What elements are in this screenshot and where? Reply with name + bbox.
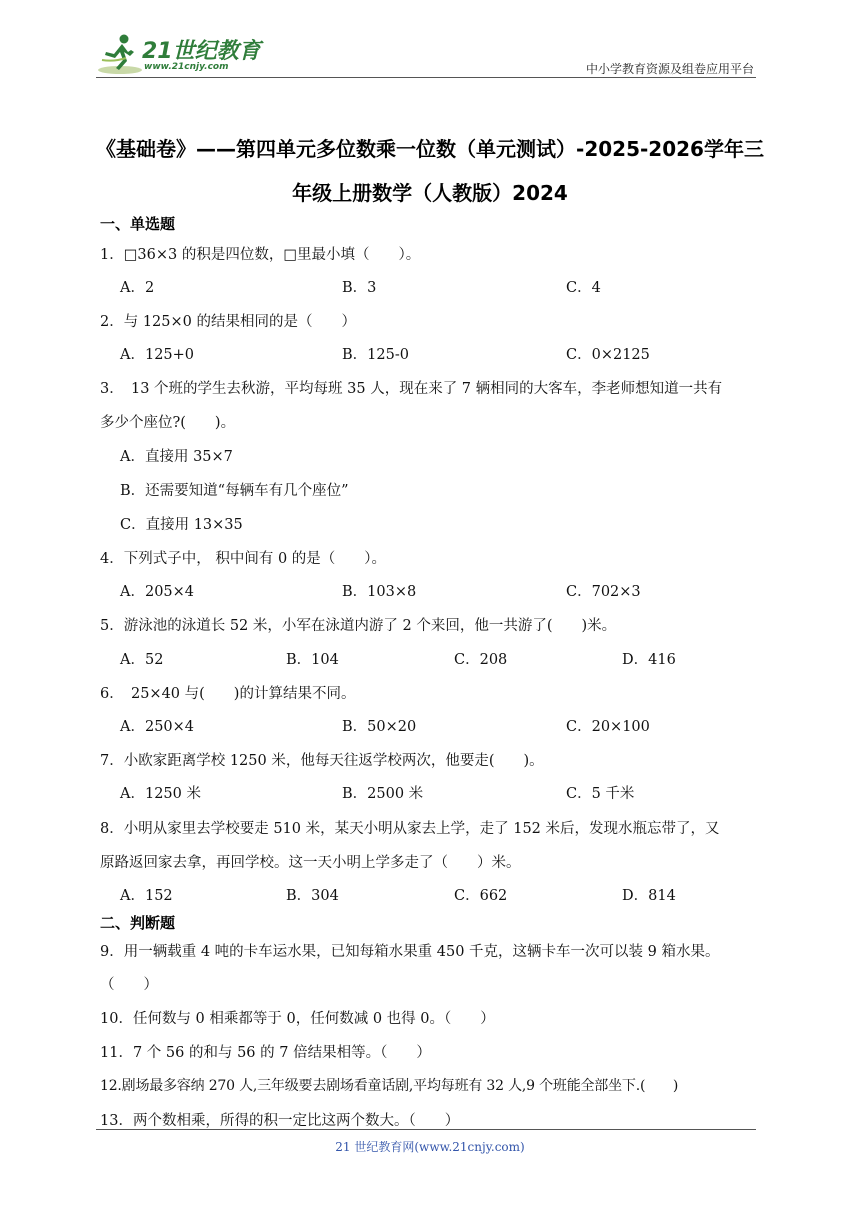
q7-option-b: B．2500 米 (342, 786, 424, 802)
q1-option-a: A．2 (120, 280, 155, 296)
q6-option-b: B．50×20 (342, 719, 417, 735)
q6-option-a: A．250×4 (120, 719, 195, 735)
header-divider (96, 77, 756, 78)
footer-divider (96, 1129, 756, 1130)
q8-option-c: C．662 (454, 888, 508, 904)
q5-option-c: C．208 (454, 652, 508, 668)
runner-logo-icon (96, 32, 142, 76)
page-title-line-1: 《基础卷》——第四单元多位数乘一位数（单元测试）-2025-2026学年三 (96, 137, 764, 161)
q2-option-b: B．125-0 (342, 347, 409, 363)
logo-text: 21世纪教育 (142, 39, 261, 64)
question-6: 6． 25×40 与( )的计算结果不同。 (100, 686, 356, 702)
question-11: 11．7 个 56 的和与 56 的 7 倍结果相等。（ ） (100, 1045, 431, 1061)
question-8-line-1: 8．小明从家里去学校要走 510 米，某天小明从家去上学，走了 152 米后，发现水瓶忘带了，又 (100, 821, 720, 837)
q1-option-c: C．4 (566, 280, 601, 296)
q1-option-b: B．3 (342, 280, 377, 296)
platform-name: 中小学教育资源及组卷应用平台 (585, 62, 754, 76)
q3-option-c: C．直接用 13×35 (120, 517, 243, 533)
q4-option-c: C．702×3 (566, 584, 641, 600)
logo-url: www.21cnjy.com (144, 62, 229, 72)
question-9-line-2: （ ） (100, 977, 158, 993)
section-heading-true-false: 二、判断题 (100, 914, 176, 932)
section-heading-single-choice: 一、单选题 (100, 215, 176, 233)
question-8-line-2: 原路返回家去拿，再回学校。这一天小明上学多走了（ ）米。 (100, 855, 521, 871)
page-header (0, 0, 860, 80)
q5-option-a: A．52 (120, 652, 164, 668)
question-1: 1．□36×3 的积是四位数，□里最小填（ ）。 (100, 247, 421, 263)
page-footer: 21 世纪教育网(www.21cnjy.com) (335, 1140, 525, 1154)
q5-option-d: D．416 (622, 652, 676, 668)
question-5: 5．游泳池的泳道长 52 米，小军在泳道内游了 2 个来回，他一共游了( )米。 (100, 618, 617, 634)
page-title-line-2: 年级上册数学（人教版）2024 (292, 181, 568, 205)
q7-option-c: C．5 千米 (566, 786, 635, 802)
q8-option-d: D．814 (622, 888, 676, 904)
q7-option-a: A．1250 米 (120, 786, 201, 802)
q3-option-a: A．直接用 35×7 (120, 449, 233, 465)
question-3-line-2: 多少个座位?( )。 (100, 415, 236, 431)
q4-option-b: B．103×8 (342, 584, 417, 600)
question-12: 12.剧场最多容纳 270 人,三年级要去剧场看童话剧,平均每班有 32 人,9 个班能全部坐下.( ) (100, 1078, 679, 1094)
q6-option-c: C．20×100 (566, 719, 650, 735)
question-9-line-1: 9．用一辆载重 4 吨的卡车运水果，已知每箱水果重 450 千克，这辆卡车一次可以装 9 箱水果。 (100, 944, 720, 960)
question-7: 7．小欧家距离学校 1250 米，他每天往返学校两次，他要走( )。 (100, 753, 544, 769)
q3-option-b: B．还需要知道“每辆车有几个座位” (120, 483, 349, 499)
q4-option-a: A．205×4 (120, 584, 195, 600)
question-3-line-1: 3． 13 个班的学生去秋游，平均每班 35 人，现在来了 7 辆相同的大客车，李老师想知道一共有 (100, 381, 723, 397)
question-13: 13．两个数相乘，所得的积一定比这两个数大。（ ） (100, 1113, 460, 1129)
q5-option-b: B．104 (286, 652, 339, 668)
q8-option-b: B．304 (286, 888, 339, 904)
q2-option-c: C．0×2125 (566, 347, 650, 363)
q8-option-a: A．152 (120, 888, 173, 904)
question-2: 2．与 125×0 的结果相同的是（ ） (100, 314, 356, 330)
question-4: 4．下列式子中， 积中间有 0 的是（ ）。 (100, 551, 387, 567)
q2-option-a: A．125+0 (120, 347, 195, 363)
question-10: 10．任何数与 0 相乘都等于 0，任何数减 0 也得 0。（ ） (100, 1011, 495, 1027)
site-logo (96, 32, 266, 78)
